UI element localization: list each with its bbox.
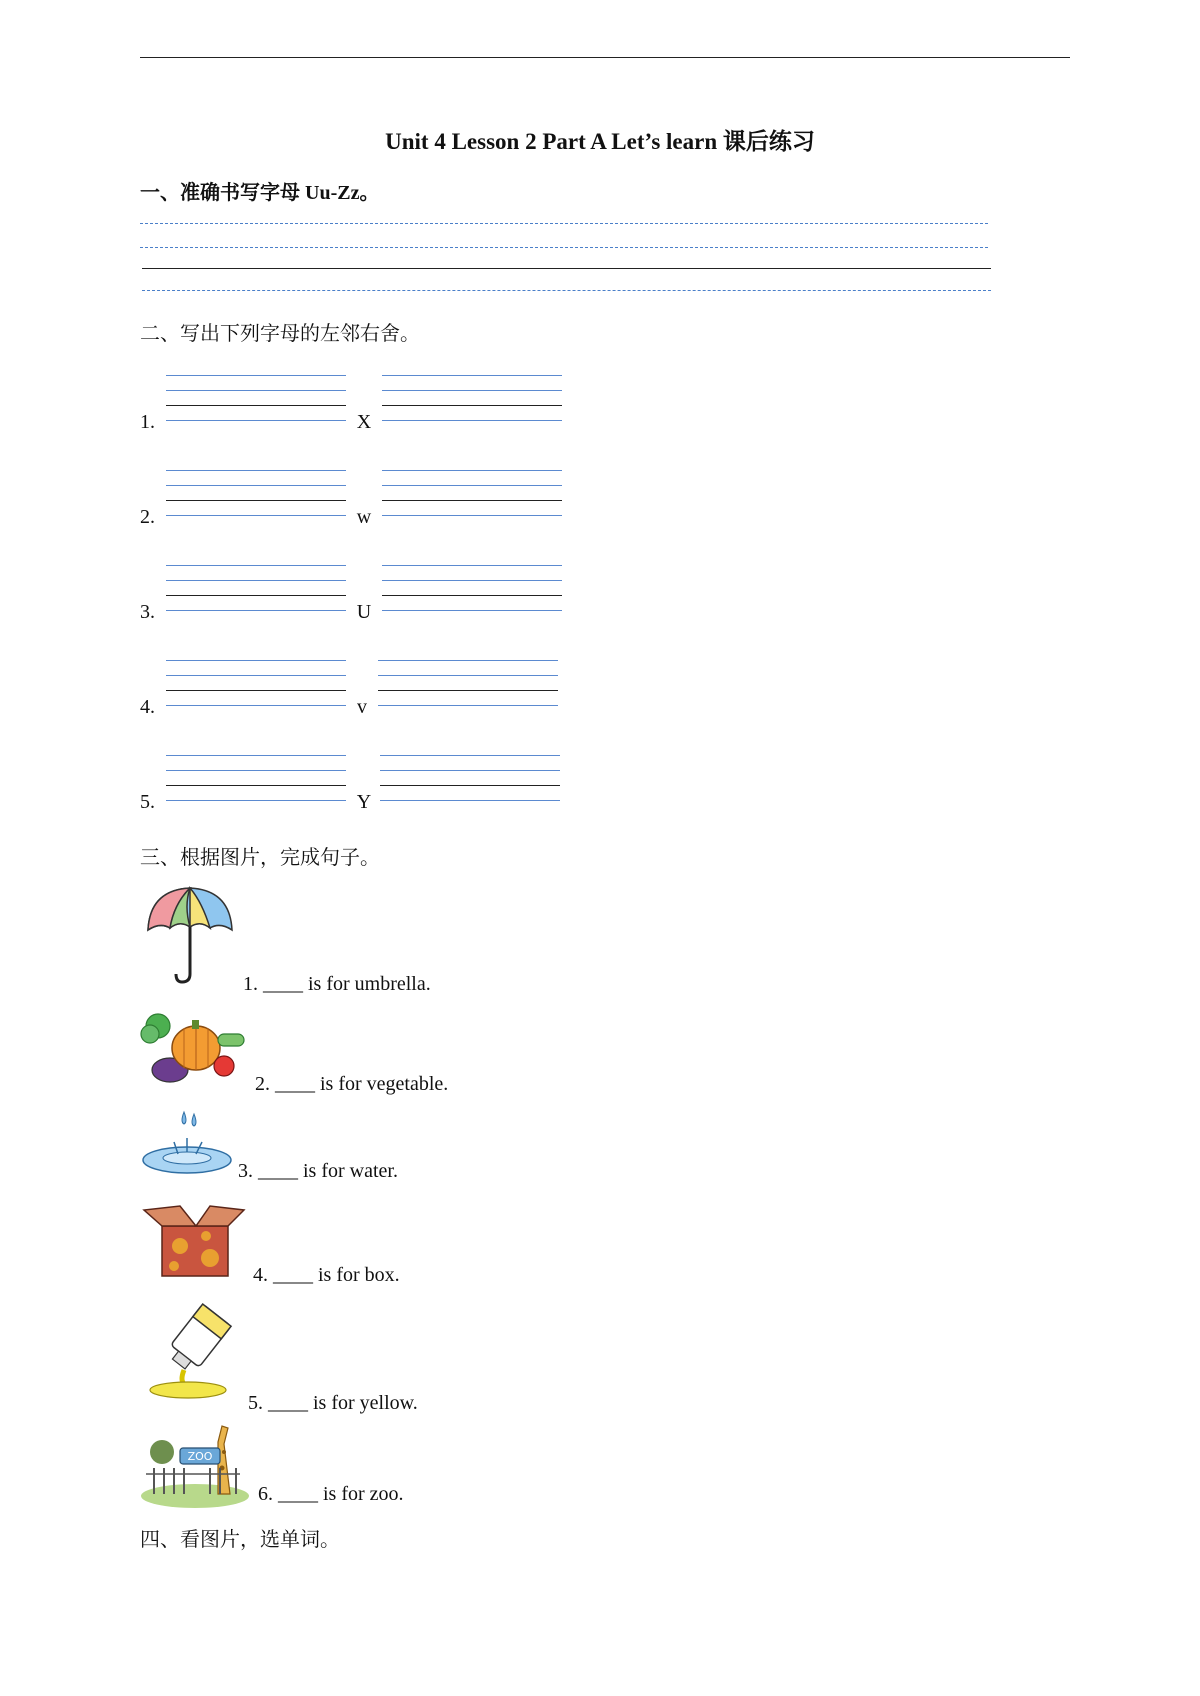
section2-heading: 二、写出下列字母的左邻右舍。: [140, 323, 420, 345]
zoo-icon: [140, 1422, 255, 1510]
umbrella-icon: [140, 882, 240, 990]
item-number: 4.: [140, 696, 155, 718]
given-letter: w: [356, 506, 372, 528]
given-letter: X: [356, 411, 372, 433]
vegetables-icon: [140, 1008, 250, 1088]
page-title: Unit 4 Lesson 2 Part A Let’s learn 课后练习: [385, 129, 815, 154]
sentence-4: 4. ____ is for box.: [253, 1264, 400, 1286]
section3-heading: 三、根据图片，完成句子。: [140, 847, 380, 869]
yellow-paint-icon: [140, 1300, 250, 1400]
sentence-1: 1. ____ is for umbrella.: [243, 973, 431, 995]
item-number: 5.: [140, 791, 155, 813]
sentence-2: 2. ____ is for vegetable.: [255, 1073, 449, 1095]
item-number: 1.: [140, 411, 155, 433]
sentence-6: 6. ____ is for zoo.: [258, 1483, 404, 1505]
box-icon: [140, 1196, 250, 1282]
header-rule: [140, 57, 1070, 58]
given-letter: Y: [356, 791, 372, 813]
svg-text:ZOO: ZOO: [187, 1450, 213, 1463]
item-number: 3.: [140, 601, 155, 623]
section4-heading: 四、看图片，选单词。: [140, 1529, 340, 1551]
water-splash-icon: [140, 1110, 235, 1176]
section1-heading: 一、准确书写字母 Uu-Zz。: [140, 182, 380, 204]
sentence-3: 3. ____ is for water.: [238, 1160, 398, 1182]
sentence-5: 5. ____ is for yellow.: [248, 1392, 418, 1414]
item-number: 2.: [140, 506, 155, 528]
given-letter: v: [357, 696, 367, 718]
given-letter: U: [356, 601, 372, 623]
